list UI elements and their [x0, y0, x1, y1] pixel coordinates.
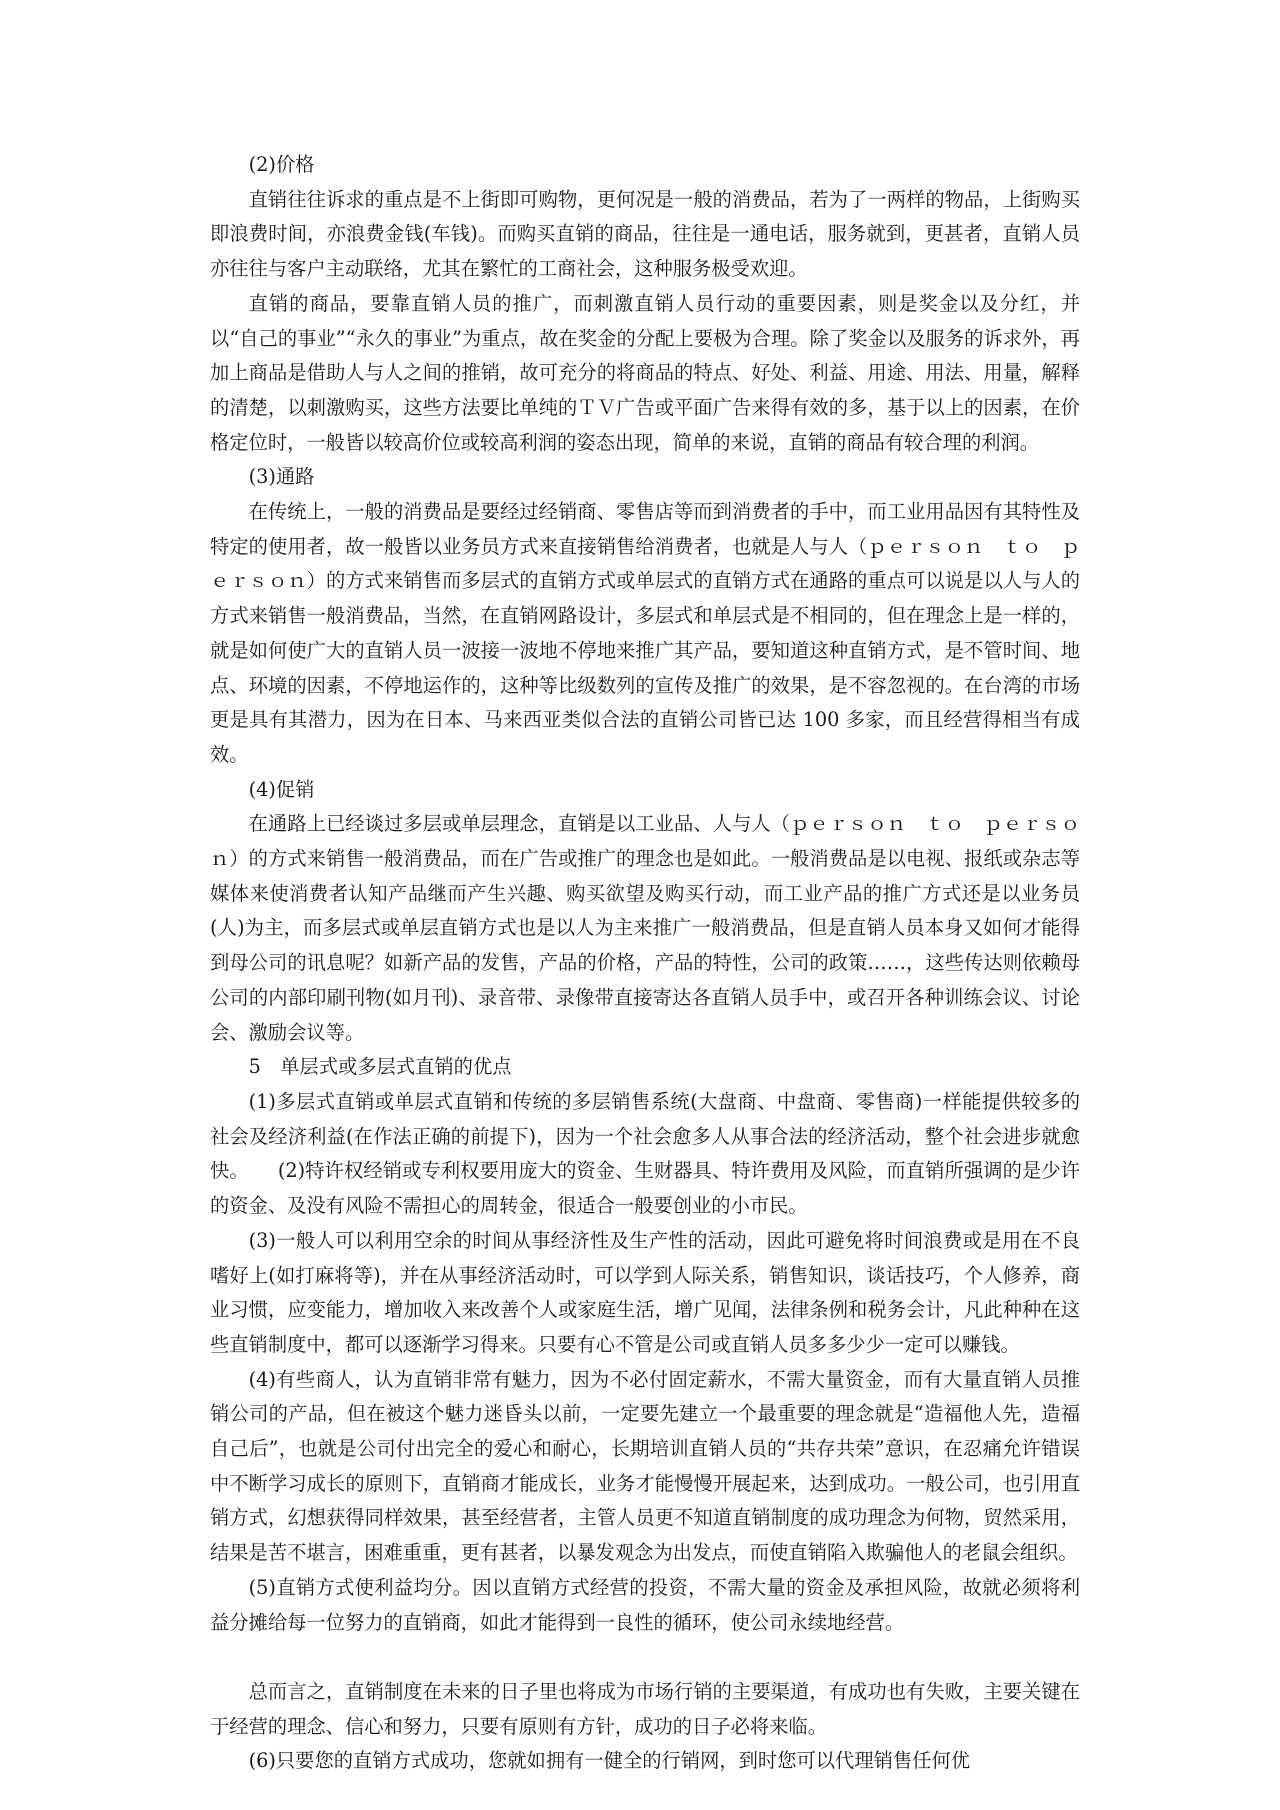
paragraph: 直销往往诉求的重点是不上街即可购物，更何况是一般的消费品，若为了一两样的物品，上街购买即浪费时间，亦浪费金钱(车钱)。而购买直销的商品，往往是一通电话，服务就到，更甚者，直销人员亦往往与客户主动联络，尤其在繁忙的工商社会，这种服务极受欢迎。 [210, 187, 1080, 281]
section-heading-price: (2)价格 [248, 153, 315, 176]
paragraph: 在传统上，一般的消费品是要经过经销商、零售店等而到消费者的手中，而工业用品因有其特性及特定的使用者，故一般皆以业务员方式来直接销售给消费者，也就是人与人（ｐｅｒｓｏｎ ｔｏ ｐｅｒｓｏｎ）的方式来销售而多层式的直销方式或单层式的直销方式在通路的重点可以说是以人与人的方式来销售一般消费品，当然，在直销网路设计，多层式和单层式是不相同的，但在理念上是一样的，就是如何使广大的直销人员一波接一波地不停地来推广其产品，要知道这种直销方式，是不管时间、地点、环境的因素，不停地运作的，这种等比级数列的宣传及推广的效果，是不容忽视的。在台湾的市场更是具有其潜力，因为在日本、马来西亚类似合法的直销公司皆已达 100 多家，而且经营得相当有成效。 [210, 500, 1080, 766]
paragraph: 直销的商品，要靠直销人员的推广，而刺激直销人员行动的重要因素，则是奖金以及分红，并以“自己的事业”“永久的事业”为重点，故在奖金的分配上要极为合理。除了奖金以及服务的诉求外，再加上商品是借助人与人之间的推销，故可充分的将商品的特点、好处、利益、用途、用法、用量，解释的清楚，以刺激购买，这些方法要比单纯的ＴＶ广告或平面广告来得有效的多，基于以上的因素，在价格定位时，一般皆以较高价位或较高利润的姿态出现，简单的来说，直销的商品有较合理的利润。 [210, 291, 1080, 454]
section-heading-promotion: (4)促销 [248, 777, 315, 801]
section-heading-channel: (3)通路 [248, 465, 315, 489]
paragraph: 在通路上已经谈过多层或单层理念，直销是以工业品、人与人（ｐｅｒｓｏｎ ｔｏ ｐｅｒｓｏｎ）的方式来销售一般消费品，而在广告或推广的理念也是如此。一般消费品是以电视、报纸或杂志等媒体来使消费者认知产品继而产生兴趣、购买欲望及购买行动，而工业产品的推广方式还是以业务员(人)为主，而多层式或单层直销方式也是以人为主来推广一般消费品，但是直销人员本身又如何才能得到母公司的讯息呢？如新产品的发售，产品的价格，产品的特性，公司的政策……，这些传达则依赖母公司的内部印刷刊物(如月刊)、录音带、录像带直接寄达各直销人员手中，或召开各种训练会议、讨论会、激励会议等。 [210, 812, 1080, 1044]
section-heading-advantages: 5 单层式或多层式直销的优点 [248, 1055, 512, 1079]
paragraph: (3)一般人可以利用空余的时间从事经济性及生产性的活动，因此可避免将时间浪费或是用在不良嗜好上(如打麻将等)，并在从事经济活动时，可以学到人际关系，销售知识，谈话技巧，个人修养，商业习惯，应变能力，增加收入来改善个人或家庭生活，增广见闻，法律条例和税务会计，凡此种种在这些直销制度中，都可以逐渐学习得来。只要有心不管是公司或直销人员多多少少一定可以赚钱。 [210, 1228, 1080, 1356]
paragraph: (4)有些商人，认为直销非常有魅力，因为不必付固定薪水，不需大量资金，而有大量直销人员推销公司的产品，但在被这个魅力迷昏头以前，一定要先建立一个最重要的理念就是“造福他人先，造福自己后”，也就是公司付出完全的爱心和耐心，长期培训直销人员的“共存共荣”意识，在忍痛允许错误中不断学习成长的原则下，直销商才能成长，业务才能慢慢开展起来，达到成功。一般公司，也引用直销方式，幻想获得同样效果，甚至经营者，主管人员更不知道直销制度的成功理念为何物，贸然采用，结果是苦不堪言，困难重重，更有甚者，以暴发观念为出发点，而使直销陷入欺骗他人的老鼠会组织。 [210, 1367, 1080, 1565]
paragraph-summary: 总而言之，直销制度在未来的日子里也将成为市场行销的主要渠道，有成功也有失败，主要关键在于经营的理念、信心和努力，只要有原则有方针，成功的日子必将来临。 [210, 1679, 1080, 1738]
paragraph: (5)直销方式使利益均分。因以直销方式经营的投资，不需大量的资金及承担风险，故就必须将利益分摊给每一位努力的直销商，如此才能得到一良性的循环，使公司永续地经营。 [210, 1575, 1080, 1634]
document-body [210, 148, 1080, 1779]
paragraph: (6)只要您的直销方式成功，您就如拥有一健全的行销网，到时您可以代理销售任何优 [248, 1749, 971, 1773]
paragraph: (1)多层式直销或单层式直销和传统的多层销售系统(大盘商、中盘商、零售商)一样能提供较多的社会及经济利益(在作法正确的前提下)，因为一个社会愈多人从事合法的经济活动，整个社会进步就愈快。 (2)特许权经销或专利权要用庞大的资金、生财器具、特许费用及风险，而直销所强调的是少许的资金、及没有风险不需担心的周转金，很适合一般要创业的小市民。 [210, 1089, 1080, 1218]
